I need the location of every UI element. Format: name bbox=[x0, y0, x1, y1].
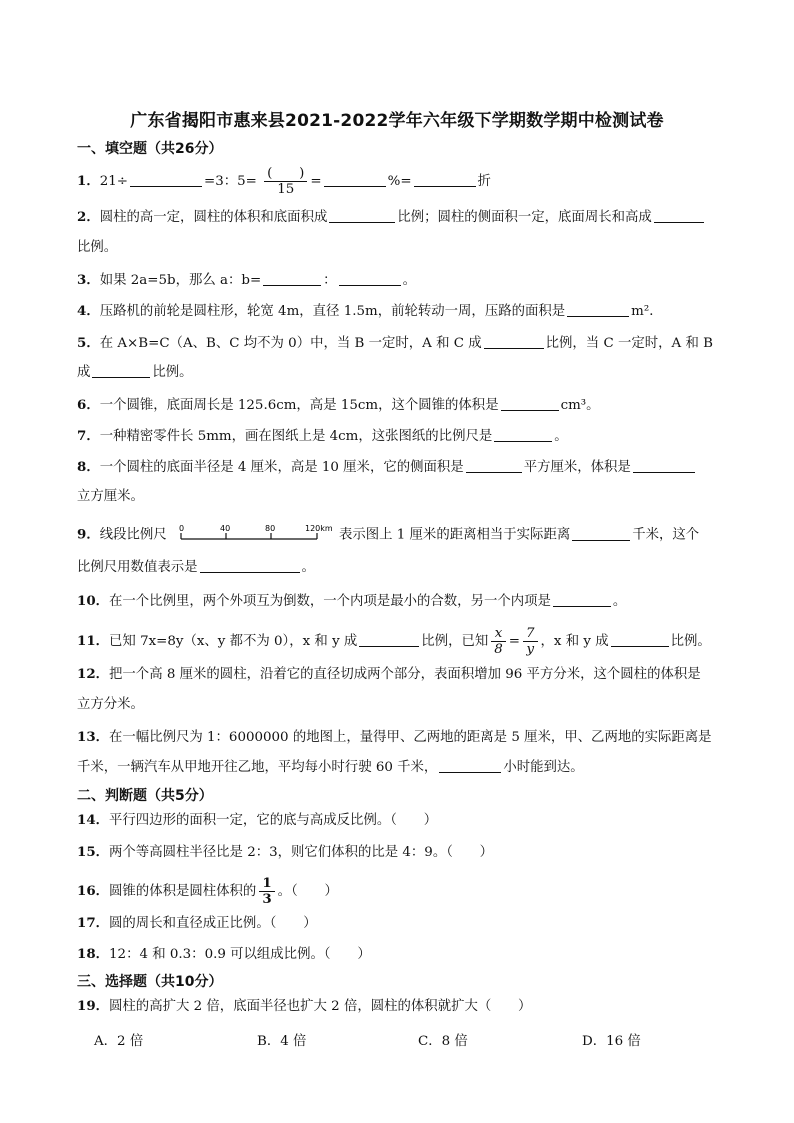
answer-blank[interactable] bbox=[200, 558, 300, 573]
fraction-denominator: 3 bbox=[262, 891, 272, 907]
question-3 bbox=[77, 270, 416, 291]
question-text: 圆柱的高一定，圆柱的体积和底面积成 bbox=[99, 210, 328, 225]
question-14 bbox=[77, 810, 437, 831]
fraction-denominator: 15 bbox=[277, 182, 295, 197]
answer-blank[interactable] bbox=[484, 334, 544, 349]
question-text[interactable]: 两个等高圆柱半径比是 2：3，则它们体积的比是 4：9。（ ） bbox=[109, 845, 494, 860]
answer-blank[interactable] bbox=[466, 458, 522, 473]
page-title: 广东省揭阳市惠来县2021-2022学年六年级下学期数学期中检测试卷 bbox=[130, 111, 664, 131]
question-number: 5． bbox=[77, 335, 100, 351]
question-text: 在一幅比例尺为 1：6000000 的地图上，量得甲、乙两地的距离是 5 厘米，甲、乙两地的实际距离是 bbox=[109, 730, 712, 745]
answer-blank[interactable] bbox=[572, 526, 630, 541]
answer-blank[interactable] bbox=[339, 271, 401, 286]
answer-blank[interactable] bbox=[92, 363, 150, 378]
fraction bbox=[264, 166, 307, 197]
fraction-numerator: 1 bbox=[259, 876, 274, 892]
question-number: 3． bbox=[77, 272, 100, 288]
scale-label: 40 bbox=[219, 524, 231, 533]
answer-blank[interactable] bbox=[329, 208, 395, 223]
fraction-numerator: 7 bbox=[523, 626, 538, 642]
question-number: 15． bbox=[77, 844, 110, 860]
question-text: ： bbox=[323, 273, 337, 288]
question-text: 。 bbox=[612, 594, 627, 609]
question-text: m²． bbox=[631, 304, 663, 319]
answer-blank[interactable] bbox=[414, 172, 476, 187]
question-number: 6． bbox=[77, 397, 100, 413]
question-number: 4． bbox=[77, 303, 100, 319]
section-true-false: 二、判断题（共5分） bbox=[77, 788, 213, 804]
fraction bbox=[523, 626, 538, 657]
question-text: 一个圆柱的底面半径是 4 厘米，高是 10 厘米，它的侧面积是 bbox=[99, 460, 464, 475]
answer-blank[interactable] bbox=[130, 172, 202, 187]
question-4 bbox=[77, 301, 663, 322]
question-number: 17． bbox=[77, 915, 110, 931]
question-text: =3：5= bbox=[203, 174, 257, 189]
question-text: 在一个比例里，两个外项互为倒数，一个内项是最小的合数，另一个内项是 bbox=[109, 594, 551, 609]
question-number: 18． bbox=[77, 946, 110, 962]
question-15 bbox=[77, 842, 493, 863]
question-18 bbox=[77, 944, 371, 965]
answer-blank[interactable] bbox=[611, 632, 669, 647]
answer-blank[interactable] bbox=[359, 632, 419, 647]
scale-label: 0 bbox=[178, 524, 185, 533]
question-text: 小时能到达。 bbox=[503, 760, 584, 775]
question-text: cm³。 bbox=[560, 398, 600, 413]
question-text: 把一个高 8 厘米的圆柱，沿着它的直径切成两个部分，表面积增加 96 平方分米，这个圆柱的体积是 bbox=[109, 667, 701, 682]
question-number: 2． bbox=[77, 209, 100, 225]
question-text: 平方厘米，体积是 bbox=[523, 460, 631, 475]
scale-label: 80 bbox=[264, 524, 276, 533]
question-text: 成 bbox=[77, 365, 91, 380]
question-7 bbox=[77, 426, 568, 447]
question-text: = bbox=[310, 174, 322, 189]
question-5-cont bbox=[77, 363, 193, 383]
fraction-denominator: y bbox=[526, 642, 535, 657]
question-text: %= bbox=[387, 174, 412, 189]
question-text: 一个圆锥，底面周长是 125.6cm，高是 15cm，这个圆锥的体积是 bbox=[99, 398, 499, 413]
answer-blank[interactable] bbox=[654, 208, 704, 223]
question-text: 比例，当 C 一定时，A 和 B bbox=[545, 336, 713, 351]
question-text: 折 bbox=[477, 174, 491, 189]
answer-blank[interactable] bbox=[439, 758, 501, 773]
question-text: 已知 7x=8y（x、y 都不为 0），x 和 y 成 bbox=[109, 634, 358, 649]
fraction bbox=[259, 876, 274, 907]
question-text[interactable]: 平行四边形的面积一定，它的底与高成反比例。（ ） bbox=[109, 813, 438, 828]
answer-blank[interactable] bbox=[494, 427, 552, 442]
scale-label: 120km bbox=[304, 524, 333, 533]
question-text: 在 A×B=C（A、B、C 均不为 0）中，当 B 一定时，A 和 C 成 bbox=[99, 336, 482, 351]
question-text: 圆柱的高扩大 2 倍，底面半径也扩大 2 倍，圆柱的体积就扩大（ ） bbox=[109, 999, 532, 1014]
question-number: 16． bbox=[77, 883, 110, 899]
question-number: 9． bbox=[77, 526, 100, 543]
question-6 bbox=[77, 395, 600, 416]
line-scale-bar bbox=[177, 523, 333, 547]
question-2 bbox=[77, 207, 706, 228]
question-9-cont bbox=[77, 558, 315, 578]
question-text: 圆锥的体积是圆柱体积的 bbox=[109, 884, 257, 899]
question-8-cont: 立方厘米。 bbox=[77, 489, 144, 504]
question-12 bbox=[77, 664, 701, 685]
question-number: 13． bbox=[77, 729, 110, 745]
answer-blank[interactable] bbox=[501, 396, 559, 411]
equals-sign: = bbox=[508, 634, 521, 649]
option-d[interactable]: D．16 倍 bbox=[582, 1034, 641, 1049]
fraction-numerator: x bbox=[491, 626, 506, 642]
question-text[interactable]: 12：4 和 0.3：0.9 可以组成比例。（ ） bbox=[109, 947, 371, 962]
question-number: 7． bbox=[77, 428, 100, 444]
question-text: 比例，已知 bbox=[421, 634, 489, 649]
answer-blank[interactable] bbox=[567, 302, 629, 317]
question-8 bbox=[77, 457, 697, 478]
question-number: 19． bbox=[77, 998, 110, 1014]
question-text: 线段比例尺 bbox=[99, 527, 167, 543]
question-number: 1． bbox=[77, 173, 100, 189]
question-text: 。 bbox=[402, 273, 416, 288]
question-16 bbox=[77, 876, 338, 907]
question-10 bbox=[77, 591, 626, 612]
question-text: 千米，这个 bbox=[632, 527, 700, 543]
question-number: 8． bbox=[77, 459, 100, 475]
question-text: 比例。 bbox=[152, 365, 193, 380]
question-2-cont: 比例。 bbox=[77, 240, 118, 255]
question-number: 10． bbox=[77, 593, 110, 609]
option-b[interactable]: B．4 倍 bbox=[257, 1034, 307, 1049]
question-1 bbox=[77, 166, 491, 197]
question-19 bbox=[77, 996, 531, 1017]
option-a[interactable]: A．2 倍 bbox=[94, 1034, 144, 1049]
question-text: ，x 和 y 成 bbox=[540, 634, 609, 649]
question-text: 千米，一辆汽车从甲地开往乙地，平均每小时行驶 60 千米， bbox=[77, 760, 438, 775]
question-text[interactable]: 圆的周长和直径成正比例。（ ） bbox=[109, 916, 317, 931]
fraction-denominator: 8 bbox=[494, 642, 503, 657]
answer-blank[interactable] bbox=[324, 172, 386, 187]
question-5 bbox=[77, 333, 713, 354]
section-fill-in: 一、填空题（共26分） bbox=[77, 141, 223, 157]
question-13 bbox=[77, 727, 712, 748]
question-number: 11． bbox=[77, 633, 110, 649]
question-text: 比例；圆柱的侧面积一定，底面周长和高成 bbox=[397, 210, 652, 225]
answer-blank[interactable] bbox=[553, 592, 611, 607]
question-text: 。 bbox=[554, 429, 568, 444]
answer-blank[interactable] bbox=[263, 271, 321, 286]
question-text: 如果 2a=5b，那么 a：b= bbox=[99, 273, 262, 288]
question-17 bbox=[77, 913, 317, 934]
option-c[interactable]: C．8 倍 bbox=[418, 1034, 468, 1049]
question-text: 一种精密零件长 5mm，画在图纸上是 4cm，这张图纸的比例尺是 bbox=[99, 429, 493, 444]
question-number: 14． bbox=[77, 812, 110, 828]
answer-blank[interactable] bbox=[633, 458, 695, 473]
question-text: 21÷ bbox=[99, 174, 128, 189]
question-text: 。 bbox=[301, 560, 315, 575]
question-text: 比例。 bbox=[670, 634, 711, 649]
question-text: 表示图上 1 厘米的距离相当于实际距离 bbox=[338, 527, 571, 543]
question-12-cont: 立方分米。 bbox=[77, 697, 144, 712]
question-text[interactable]: 。（ ） bbox=[277, 884, 338, 899]
section-multiple-choice: 三、选择题（共10分） bbox=[77, 974, 223, 990]
question-11 bbox=[77, 626, 711, 657]
question-9 bbox=[77, 523, 699, 547]
question-13-cont bbox=[77, 758, 584, 778]
question-text: 压路机的前轮是圆柱形，轮宽 4m，直径 1.5m，前轮转动一周，压路的面积是 bbox=[99, 304, 566, 319]
question-text: 比例尺用数值表示是 bbox=[77, 560, 198, 575]
fraction-numerator[interactable]: ( ) bbox=[264, 166, 307, 182]
fraction bbox=[491, 626, 506, 657]
question-number: 12． bbox=[77, 666, 110, 682]
